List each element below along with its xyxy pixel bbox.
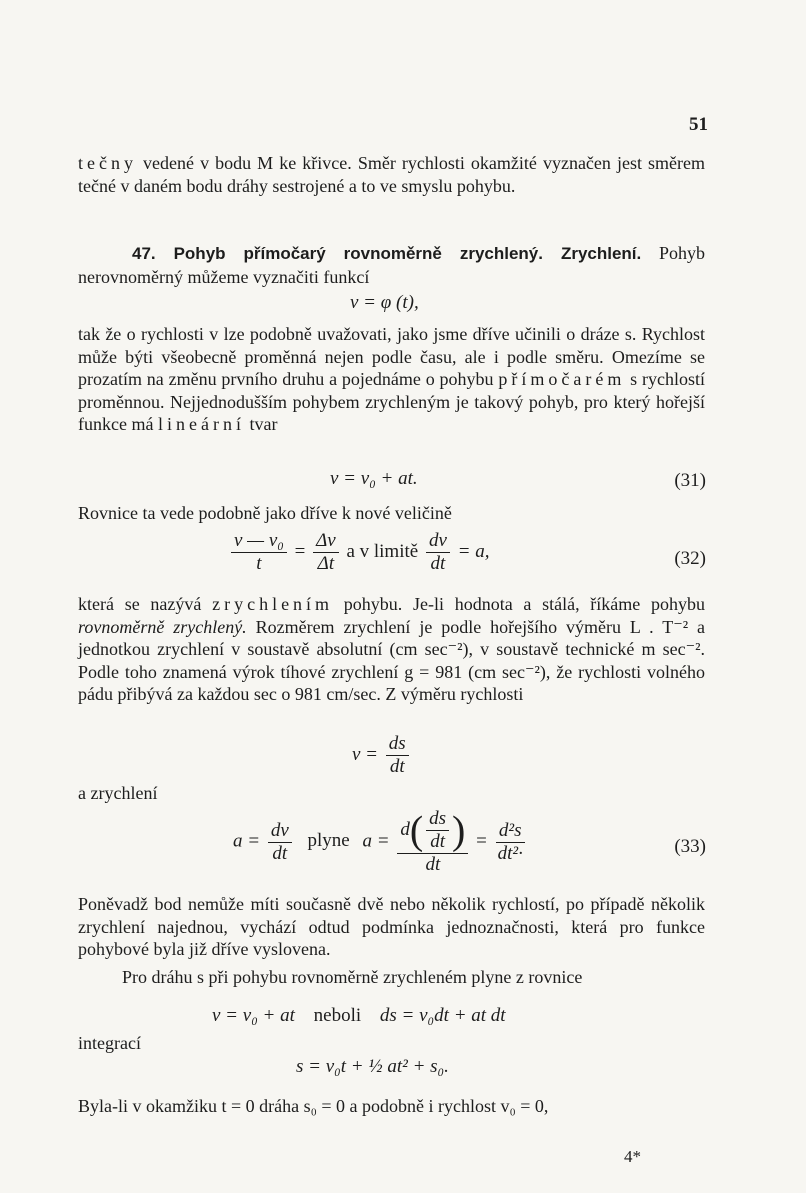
text-run: neboli [313,1005,362,1026]
equals-sign: = [294,540,306,562]
fraction: $\frac{\text{v — v₀}}{t}$ [231,530,287,575]
text-run: tak že o rychlosti v lze podobně uvažovati, jako jsme dříve učinili o dráze s. Rychlost může býti všeobecně proměnná nejen podle času, ale i podle směru. Omezíme se prozatím na změnu prvního druhu a pojednáme o pohybu [78,324,705,389]
paragraph-acceleration [78,593,705,706]
spaced-word: přímočarém [498,369,626,389]
equation-velocity [352,733,412,778]
text-run: s rychlostí proměnnou. Nejjednodušším pohybem zrychleným je takový pohyb, pro který hořejší funkce má [78,369,705,434]
equation-number-33: (33) [674,836,706,857]
spaced-word: lineární [157,414,245,434]
paragraph-integraci: integrací [78,1033,141,1053]
nested-numerator: d( $\frac{ds}{dt}$ ) [397,808,468,854]
fraction: d( $\frac{ds}{dt}$ ) dt [397,808,468,876]
italic-text: rovnoměrně zrychlený. [78,616,247,637]
spaced-word: tečny [78,153,137,173]
equation-number-31: (31) [674,470,706,491]
paragraph-intro [78,152,705,197]
fraction: $\frac{\Delta v}{\Delta t}$ [313,530,339,575]
text-run: a = [233,830,261,852]
equals-sign: = [476,830,487,852]
text-run: a = [362,830,390,852]
text-run: ds = v₀dt + at dt [379,1005,506,1026]
text-run: pohybu. Je-li hodnota a stálá, říkáme pohybu [333,594,706,614]
equation-s: s = v₀t + ½ at² + s₀. [296,1056,449,1077]
text-run: v = v₀ + at [212,1005,295,1026]
text-run: plyne [307,830,350,852]
text-run: která se nazývá [78,594,213,614]
page-number: 51 [689,114,708,135]
paragraph-drahu: Pro dráhu s při pohybu rovnoměrně zrychleném plyne z rovnice [122,967,583,987]
paragraph-rovnice: Rovnice ta vede podobně jako dříve k nové veličině [78,503,452,523]
equation-ds [212,1005,506,1027]
fraction: $\frac{dv}{dt}$ [268,820,292,865]
text-run: Rozměrem zrychlení je podle hořejšího výměru L . T⁻² a jednotkou zrychlení v soustavě absolutní (cm sec⁻²), v soustavě technické m sec⁻². Podle toho znamená výrok tíhové zrychlení g = 981 (cm sec⁻²), že rychlosti volného pádu přibývá za každou sec o 981 cm/sec. Z výměru rychlosti [78,616,705,704]
section-lead-text: Pohyb nerovnoměrný můžeme vyznačiti funkcí [78,243,705,287]
equation-33 [233,808,529,876]
paragraph-last: Byla-li v okamžiku t = 0 dráha s₀ = 0 a podobně i rychlost v₀ = 0, [78,1096,549,1116]
equation-32 [228,530,489,575]
paragraph-text: vedené v bodu M ke křivce. Směr rychlosti okamžité vyznačen jest směrem tečné v daném bodu dráhy sestrojené a to ve smyslu pohybu. [78,153,705,196]
paragraph-a-zrychleni: a zrychlení [78,783,158,803]
spaced-word: zrychlením [212,594,334,614]
equation-31: v = v₀ + at. [330,468,418,489]
fraction: $\frac{ds}{dt}$ [386,733,409,778]
paragraph-linear [78,323,705,436]
text-run: v = [352,743,379,765]
equation-number-32: (32) [674,548,706,569]
section-heading: 47. Pohyb přímočarý rovnoměrně zrychlený. Zrychlení. [132,244,642,263]
text-run: a v limitě [346,540,419,562]
section-47 [78,242,705,288]
paragraph-uniqueness: Poněvadž bod nemůže míti současně dvě nebo několik rychlostí, po případě několik zrychlení najednou, vychází odtud podmínka jednoznačnosti, která pro funkce pohybové byla již dříve vyslovena. [78,894,705,959]
equation-phi: v = φ (t), [350,292,419,313]
fraction: $\frac{dv}{dt}$ [426,530,450,575]
signature-mark: 4* [624,1147,641,1166]
fraction: $\frac{\text{d²s}}{\text{dt²·}}$ [497,819,523,864]
text-run: = a, [457,540,490,562]
text-run: tvar [244,414,278,434]
